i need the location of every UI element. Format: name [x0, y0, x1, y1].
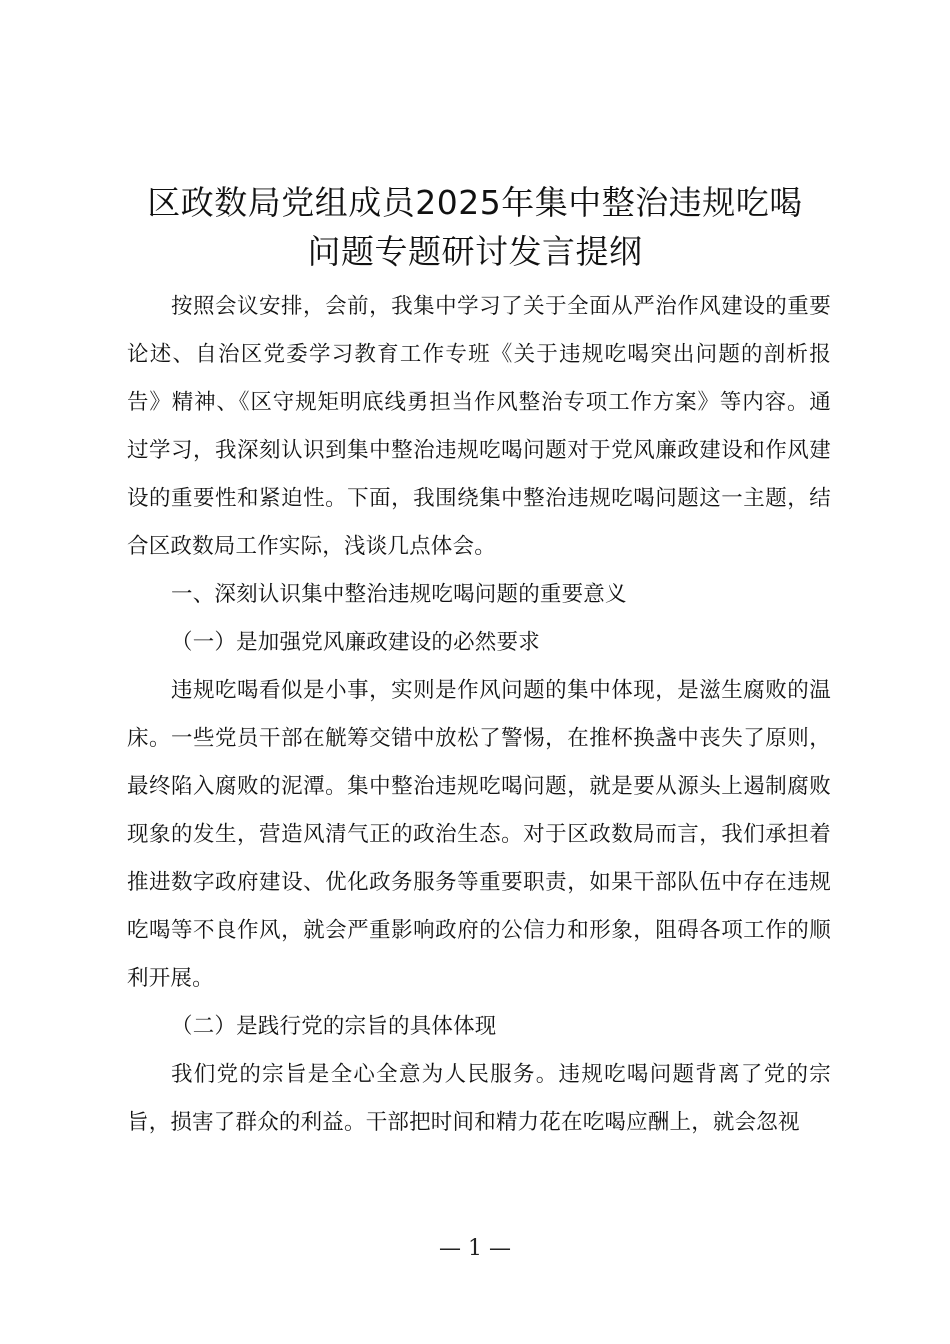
- intro-paragraph: 按照会议安排，会前，我集中学习了关于全面从严治作风建设的重要论述、自治区党委学习教育工作专班《关于违规吃喝突出问题的剖析报告》精神、《区守规矩明底线勇担当作风整治专项工作方案》等内容。通过学习，我深刻认识到集中整治违规吃喝问题对于党风廉政建设和作风建设的重要性和紧迫性。下面，我围绕集中整治违规吃喝问题这一主题，结合区政数局工作实际，浅谈几点体会。: [127, 294, 831, 559]
- subsection-paragraph-2: 我们党的宗旨是全心全意为人民服务。违规吃喝问题背离了党的宗旨，损害了群众的利益。干部把时间和精力花在吃喝应酬上，就会忽视: [127, 1062, 831, 1135]
- page-number: — 1 —: [439, 1236, 511, 1261]
- subsection-heading-1: （一）是加强党风廉政建设的必然要求: [171, 630, 540, 655]
- section-heading-1: 一、深刻认识集中整治违规吃喝问题的重要意义: [171, 582, 627, 607]
- document-title: [0, 178, 950, 276]
- subsection-paragraph-1: 违规吃喝看似是小事，实则是作风问题的集中体现，是滋生腐败的温床。一些党员干部在觥筹交错中放松了警惕，在推杯换盏中丧失了原则，最终陷入腐败的泥潭。集中整治违规吃喝问题，就是要从源头上遏制腐败现象的发生，营造风清气正的政治生态。对于区政数局而言，我们承担着推进数字政府建设、优化政务服务等重要职责，如果干部队伍中存在违规吃喝等不良作风，就会严重影响政府的公信力和形象，阻碍各项工作的顺利开展。: [127, 678, 831, 991]
- title-line-1: 区政数局党组成员2025年集中整治违规吃喝: [147, 183, 803, 222]
- document-body: [127, 283, 831, 1147]
- subsection-heading-2: （二）是践行党的宗旨的具体体现: [171, 1014, 497, 1039]
- title-line-2: 问题专题研讨发言提纲: [307, 232, 643, 271]
